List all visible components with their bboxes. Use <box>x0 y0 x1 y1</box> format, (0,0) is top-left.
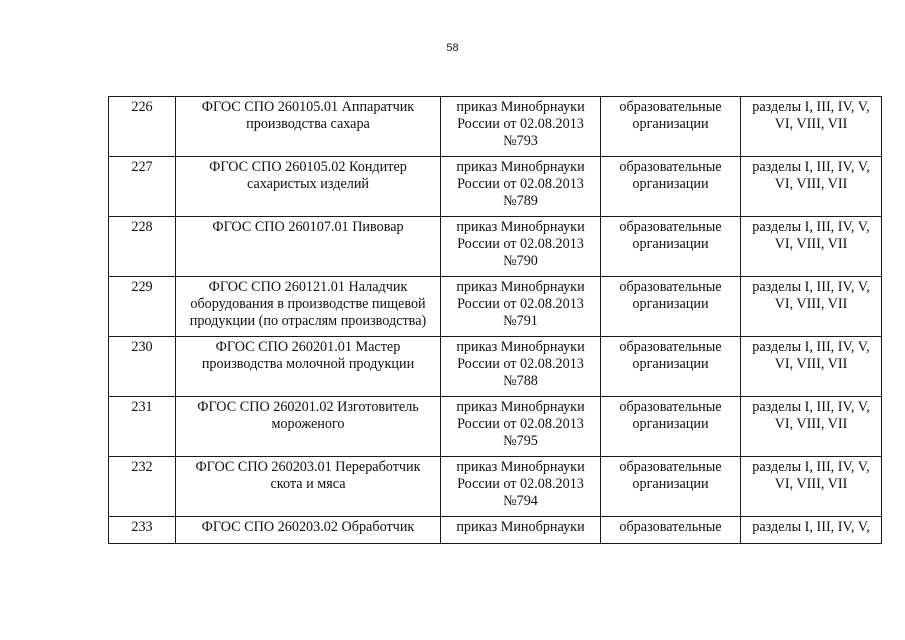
order-line: приказ Минобрнауки <box>456 399 585 415</box>
standard-line: ФГОС СПО 260201.02 Изготовитель <box>197 399 419 415</box>
table-row <box>109 457 882 517</box>
order-line: №791 <box>503 313 538 329</box>
row-number-cell: 232 <box>109 457 176 517</box>
organizations-cell <box>601 217 741 277</box>
organizations-line: организации <box>632 236 709 252</box>
organizations-line: образовательные <box>619 399 722 415</box>
row-number-cell: 231 <box>109 397 176 457</box>
order-cell <box>441 217 601 277</box>
standard-line: ФГОС СПО 260121.01 Наладчик <box>208 279 408 295</box>
order-cell <box>441 337 601 397</box>
organizations-line: образовательные <box>619 279 722 295</box>
organizations-line: образовательные <box>619 519 722 535</box>
order-line: России от 02.08.2013 <box>457 116 584 132</box>
sections-cell <box>741 97 882 157</box>
table-row <box>109 157 882 217</box>
organizations-cell <box>601 157 741 217</box>
organizations-cell <box>601 397 741 457</box>
row-number-cell: 227 <box>109 157 176 217</box>
order-line: приказ Минобрнауки <box>456 219 585 235</box>
order-line: России от 02.08.2013 <box>457 476 584 492</box>
sections-line: VI, VIII, VII <box>774 296 848 312</box>
organizations-cell <box>601 97 741 157</box>
standard-line: производства сахара <box>246 116 370 132</box>
order-line: №789 <box>503 193 538 209</box>
sections-line: разделы I, III, IV, V, <box>752 279 870 295</box>
order-line: №788 <box>503 373 538 389</box>
organizations-line: организации <box>632 416 709 432</box>
standard-line: ФГОС СПО 260107.01 Пивовар <box>212 219 404 235</box>
standard-line: ФГОС СПО 260203.01 Переработчик <box>195 459 421 475</box>
standard-line: ФГОС СПО 260105.01 Аппаратчик <box>201 99 415 115</box>
standard-line: ФГОС СПО 260201.01 Мастер <box>215 339 401 355</box>
standard-line: ФГОС СПО 260203.02 Обработчик <box>201 519 415 535</box>
organizations-line: организации <box>632 116 709 132</box>
standard-cell <box>176 277 441 337</box>
standard-cell <box>176 217 441 277</box>
standard-cell <box>176 157 441 217</box>
order-cell <box>441 397 601 457</box>
table-row <box>109 337 882 397</box>
order-line: России от 02.08.2013 <box>457 296 584 312</box>
sections-line: VI, VIII, VII <box>774 116 848 132</box>
order-line: приказ Минобрнауки <box>456 459 585 475</box>
order-line: приказ Минобрнауки <box>456 519 585 535</box>
organizations-line: организации <box>632 476 709 492</box>
organizations-cell <box>601 517 741 544</box>
order-line: приказ Минобрнауки <box>456 159 585 175</box>
organizations-line: организации <box>632 176 709 192</box>
sections-cell <box>741 517 882 544</box>
standard-cell <box>176 97 441 157</box>
standard-cell <box>176 337 441 397</box>
order-cell <box>441 157 601 217</box>
organizations-line: образовательные <box>619 99 722 115</box>
sections-line: VI, VIII, VII <box>774 236 848 252</box>
sections-cell <box>741 457 882 517</box>
sections-cell <box>741 277 882 337</box>
standard-line: продукции (по отраслям производства) <box>189 313 427 329</box>
table-row <box>109 277 882 337</box>
order-cell <box>441 457 601 517</box>
sections-line: разделы I, III, IV, V, <box>752 459 870 475</box>
standard-line: скота и мяса <box>270 476 346 492</box>
order-line: приказ Минобрнауки <box>456 279 585 295</box>
order-line: №795 <box>503 433 538 449</box>
order-line: России от 02.08.2013 <box>457 416 584 432</box>
organizations-line: образовательные <box>619 459 722 475</box>
order-line: приказ Минобрнауки <box>456 339 585 355</box>
organizations-line: образовательные <box>619 219 722 235</box>
sections-line: VI, VIII, VII <box>774 176 848 192</box>
sections-line: VI, VIII, VII <box>774 356 848 372</box>
organizations-line: организации <box>632 356 709 372</box>
order-line: приказ Минобрнауки <box>456 99 585 115</box>
organizations-cell <box>601 277 741 337</box>
order-line: России от 02.08.2013 <box>457 356 584 372</box>
row-number-cell: 233 <box>109 517 176 544</box>
standard-line: оборудования в производстве пищевой <box>190 296 426 312</box>
standard-cell <box>176 457 441 517</box>
table-body <box>109 97 882 544</box>
standard-line: мороженого <box>271 416 345 432</box>
organizations-cell <box>601 457 741 517</box>
row-number-cell: 226 <box>109 97 176 157</box>
sections-line: VI, VIII, VII <box>774 476 848 492</box>
order-line: №790 <box>503 253 538 269</box>
organizations-line: образовательные <box>619 339 722 355</box>
sections-cell <box>741 217 882 277</box>
order-cell <box>441 277 601 337</box>
organizations-line: образовательные <box>619 159 722 175</box>
sections-line: разделы I, III, IV, V, <box>752 99 870 115</box>
sections-line: разделы I, III, IV, V, <box>752 519 870 535</box>
sections-line: разделы I, III, IV, V, <box>752 159 870 175</box>
sections-line: VI, VIII, VII <box>774 416 848 432</box>
organizations-line: организации <box>632 296 709 312</box>
order-cell <box>441 97 601 157</box>
order-cell <box>441 517 601 544</box>
sections-line: разделы I, III, IV, V, <box>752 339 870 355</box>
standard-line: сахаристых изделий <box>246 176 370 192</box>
standards-table <box>108 96 882 544</box>
sections-cell <box>741 157 882 217</box>
table-row <box>109 397 882 457</box>
order-line: №794 <box>503 493 538 509</box>
row-number-cell: 228 <box>109 217 176 277</box>
row-number-cell: 229 <box>109 277 176 337</box>
organizations-cell <box>601 337 741 397</box>
sections-cell <box>741 397 882 457</box>
standard-line: ФГОС СПО 260105.02 Кондитер <box>209 159 407 175</box>
page-number: 58 <box>446 42 459 54</box>
order-line: России от 02.08.2013 <box>457 176 584 192</box>
table-row <box>109 97 882 157</box>
table-row <box>109 517 882 544</box>
row-number-cell: 230 <box>109 337 176 397</box>
table-row <box>109 217 882 277</box>
sections-line: разделы I, III, IV, V, <box>752 219 870 235</box>
order-line: №793 <box>503 133 538 149</box>
standard-cell <box>176 517 441 544</box>
standard-cell <box>176 397 441 457</box>
sections-cell <box>741 337 882 397</box>
standard-line: производства молочной продукции <box>201 356 415 372</box>
order-line: России от 02.08.2013 <box>457 236 584 252</box>
sections-line: разделы I, III, IV, V, <box>752 399 870 415</box>
